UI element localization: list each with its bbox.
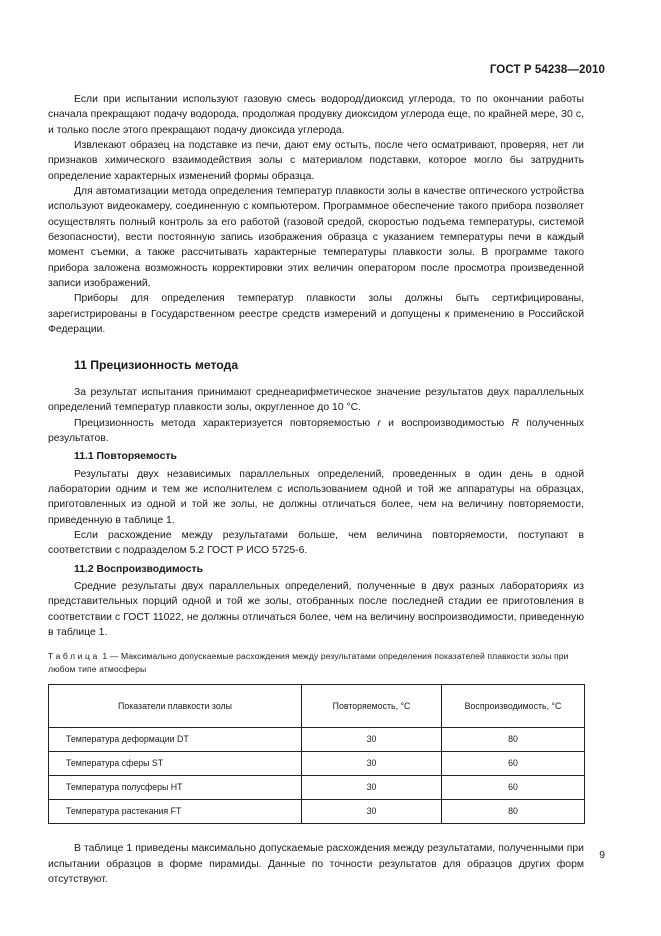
table-cell: 30 [302,728,442,752]
table-caption-label: Таблица [48,651,100,662]
paragraph: Средние результаты двух параллельных определений, полученные в двух разных лабораториях из представительных порций одной и той же золы, отобранных после последней стадии ее приготовления в соответствии с ГОСТ 11022, не должны отличаться более, чем на величину воспроизводимости, приведенную в таблице 1. [48,580,584,638]
table-header-cell: Повторяемость, °С [302,685,442,728]
table-header-row [49,685,585,728]
paragraph: Приборы для определения температур плавкости золы должны быть сертифицированы, зарегистрированы в Государственном реестре средств измерений и допущены к применению в Российской Федерации. [48,293,584,336]
table-cell: 30 [302,752,442,776]
paragraph: Если при испытании используют газовую смесь водород/диоксид углерода, то по окончании работы сначала прекращают подачу водорода, продолжая продувку диоксидом углерода еще, по крайней мере, 30 с, и только после этого прекращают подачу диоксида углерода. [48,94,584,136]
table-row [49,800,585,824]
table-cell: 60 [442,776,585,800]
text-fragment: и воспроизводимостью [380,417,512,429]
table-caption-text: 1 — Максимально допускаемые расхождения между результатами определения показателей плавкости золы при любом типе атмосферы [48,651,569,674]
text-fragment: полученных результатов. [48,417,585,444]
table-row [49,728,585,752]
table-header-cell: Воспроизводимость, °С [442,685,585,728]
subsection-title-repeatability: 11.1 Повторяемость [74,451,177,463]
table-header-cell: Показатели плавкости золы [49,685,302,728]
paragraph: Результаты двух независимых параллельных определений, проведенных в один день в одной лаборатории одним и тем же исполнителем с использованием одной и той же аппаратуры на образцах, приготовленных из одной и той же золы, не должны отличаться более, чем на величину повторяемости, приведенную в таблице 1. [48,468,584,526]
table-cell: Температура полусферы HT [49,776,302,800]
table-cell: 30 [302,776,442,800]
paragraph: За результат испытания принимают среднеарифметическое значение результатов двух параллельных определений температур плавкости золы, округленное до 10 °С. [48,386,584,414]
section-title: 11 Прецизионность метода [74,357,239,372]
reproducibility-symbol: R [511,417,519,429]
table-cell: Температура растекания FT [49,800,302,824]
precision-paragraph [48,416,584,447]
table-row [49,752,585,776]
paragraph: Если расхождение между результатами больше, чем величина повторяемости, поступают в соответствии с подразделом 5.2 ГОСТ Р ИСО 5725-6. [48,529,584,557]
text-fragment: Прецизионность метода характеризуется повторяемостью [74,417,378,429]
table-cell: 60 [442,752,585,776]
subsection-title-reproducibility: 11.2 Воспроизводимость [74,563,204,575]
table-cell: 30 [302,800,442,824]
table-cell: Температура сферы ST [49,752,302,776]
table-cell: 80 [442,728,585,752]
table-cell: 80 [442,800,585,824]
document-body [48,92,584,887]
page-number: 9 [599,850,605,861]
paragraph: Для автоматизации метода определения температур плавкости золы в качестве оптического устройства используют видеокамеру, соединенную с компьютером. Программное обеспечение такого прибора позволяет осуществлять полный контроль за его работой (газовой средой, скоростью подъема температуры, системой безопасности), вести постоянную запись изображения образца с указанием температуры печи в каждый момент съемки, а также рассчитывать характерные температуры плавкости золы. В программе такого прибора заложена возможность корректировки этих величин оператором после просмотра произведенной записи изображений. [48,186,584,290]
document-code: ГОСТ Р 54238—2010 [489,64,605,76]
paragraph: Извлекают образец на подставке из печи, дают ему остыть, после чего осматривают, проверяя, нет ли признаков химического взаимодействия золы с материалом подставки, которое могло бы затруднить определение характерных изменений формы образца. [48,140,584,182]
paragraph: В таблице 1 приведены максимально допускаемые расхождения между результатами, полученными при испытании образцов в форме пирамиды. Данные по точности результатов для образцов других форм отсутствуют. [48,843,584,886]
table-caption [48,650,584,675]
table-row [49,776,585,800]
repeatability-symbol: r [377,417,381,429]
table-cell: Температура деформации DT [49,728,302,752]
tolerance-table [48,684,585,824]
